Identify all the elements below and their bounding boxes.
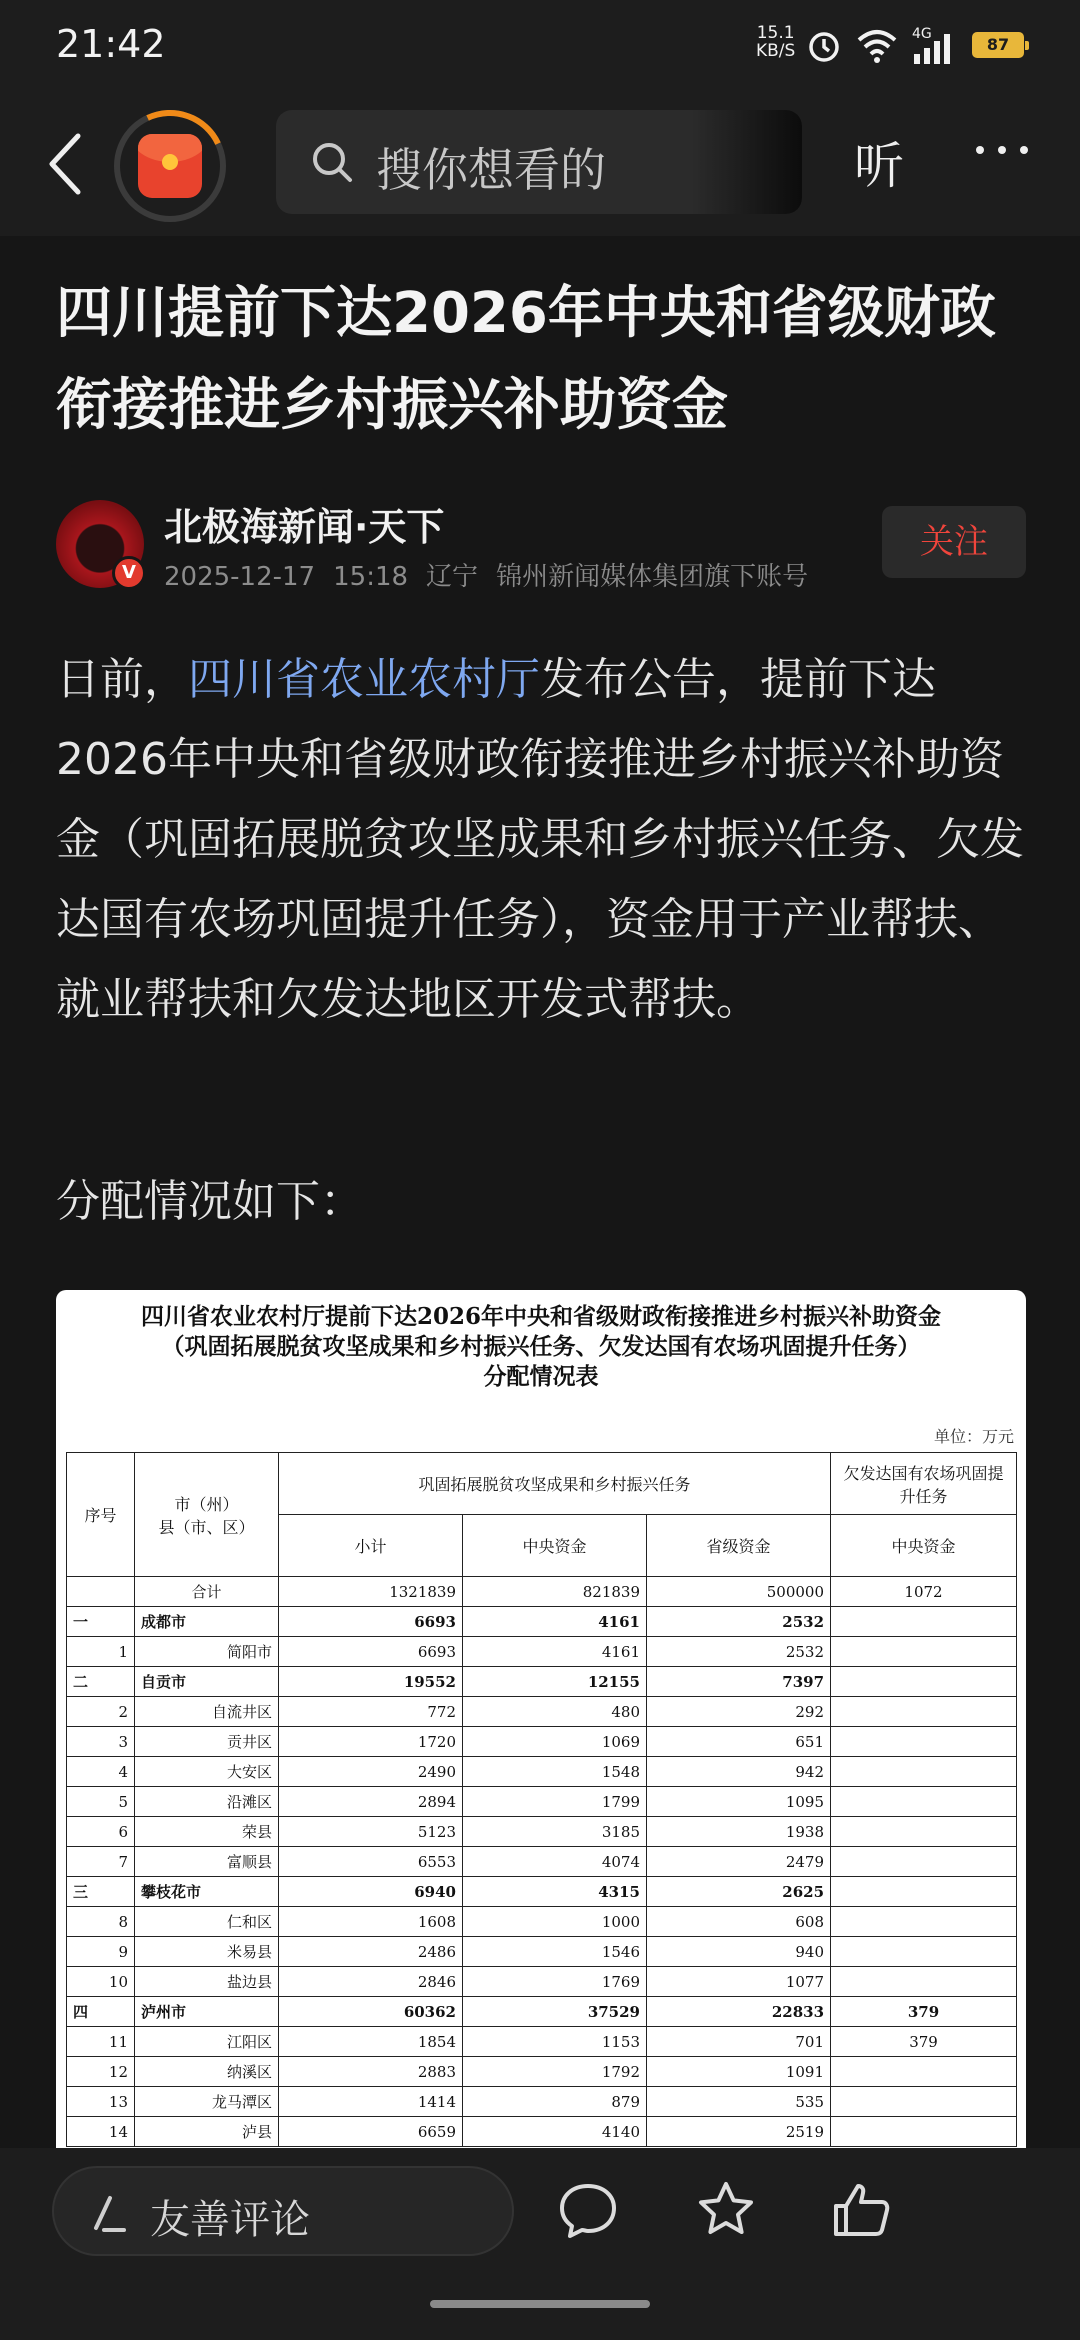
author-avatar[interactable] (56, 500, 144, 588)
cell-seq: 12 (67, 2057, 135, 2087)
cell-subtotal: 1854 (279, 2027, 463, 2057)
doc-title-2: （巩固拓展脱贫攻坚成果和乡村振兴任务、欠发达国有农场巩固提升任务） (161, 1333, 921, 1360)
follow-button[interactable]: 关注 (882, 506, 1026, 578)
table-row (67, 1937, 1017, 1967)
cell-subtotal: 6659 (279, 2117, 463, 2147)
search-bar[interactable] (276, 110, 802, 214)
cell-central: 1546 (463, 1937, 647, 1967)
table-row (67, 1577, 1017, 1607)
cell-farm-central (831, 1817, 1017, 1847)
cell-central: 821839 (463, 1577, 647, 1607)
cell-central: 879 (463, 2087, 647, 2117)
cell-farm-central: 379 (831, 1997, 1017, 2027)
cell-seq: 一 (67, 1607, 135, 1637)
pen-icon (86, 2192, 130, 2236)
cell-subtotal: 6693 (279, 1637, 463, 1667)
cell-provincial: 535 (647, 2087, 831, 2117)
cell-subtotal: 6940 (279, 1877, 463, 1907)
table-row (67, 1907, 1017, 1937)
star-icon[interactable] (694, 2178, 758, 2242)
table-row (67, 1757, 1017, 1787)
article-paragraph-2: 分配情况如下： (56, 1176, 364, 1227)
cell-region: 富顺县 (135, 1847, 279, 1877)
listen-button[interactable]: 听 (854, 137, 904, 195)
cell-subtotal: 2883 (279, 2057, 463, 2087)
cell-seq: 1 (67, 1637, 135, 1667)
cell-region: 大安区 (135, 1757, 279, 1787)
like-icon[interactable] (830, 2178, 894, 2242)
battery-icon: 87 (972, 32, 1024, 58)
cell-provincial: 2532 (647, 1607, 831, 1637)
cell-region: 龙马潭区 (135, 2087, 279, 2117)
cell-region: 贡井区 (135, 1727, 279, 1757)
cell-farm-central (831, 1787, 1017, 1817)
th-region: 市（州） 县（市、区） (135, 1453, 279, 1577)
cell-region: 盐边县 (135, 1967, 279, 1997)
doc-title-3: 分配情况表 (483, 1363, 599, 1390)
signal-type: 4G (912, 26, 932, 42)
table-row (67, 1667, 1017, 1697)
cell-seq: 9 (67, 1937, 135, 1967)
table-row (67, 1637, 1017, 1667)
cell-farm-central (831, 1877, 1017, 1907)
publish-time: 15:18 (333, 562, 409, 592)
cell-subtotal: 2894 (279, 1787, 463, 1817)
cell-farm-central (831, 1847, 1017, 1877)
cell-central: 1000 (463, 1907, 647, 1937)
doc-unit: 单位：万元 (933, 1427, 1014, 1446)
cell-central: 1069 (463, 1727, 647, 1757)
allocation-table (66, 1452, 1017, 2147)
search-placeholder: 搜你想看的 (376, 143, 606, 197)
cell-seq: 10 (67, 1967, 135, 1997)
verified-badge: V (112, 556, 146, 590)
cell-region: 自流井区 (135, 1697, 279, 1727)
cell-subtotal: 2846 (279, 1967, 463, 1997)
cell-subtotal: 6693 (279, 1607, 463, 1637)
cell-seq: 11 (67, 2027, 135, 2057)
table-row (67, 1817, 1017, 1847)
cell-provincial: 500000 (647, 1577, 831, 1607)
more-options-icon[interactable] (976, 146, 1028, 158)
cell-region: 简阳市 (135, 1637, 279, 1667)
status-bar (0, 0, 1080, 96)
cell-subtotal: 1720 (279, 1727, 463, 1757)
cell-provincial: 701 (647, 2027, 831, 2057)
cell-farm-central (831, 1607, 1017, 1637)
cell-region: 泸县 (135, 2117, 279, 2147)
cell-central: 12155 (463, 1667, 647, 1697)
cell-central: 1769 (463, 1967, 647, 1997)
cell-central: 1548 (463, 1757, 647, 1787)
cell-central: 1799 (463, 1787, 647, 1817)
cell-central: 37529 (463, 1997, 647, 2027)
doc-title-1: 四川省农业农村厅提前下达2026年中央和省级财政衔接推进乡村振兴补助资金 (140, 1303, 941, 1330)
cell-subtotal: 60362 (279, 1997, 463, 2027)
cell-farm-central: 379 (831, 2027, 1017, 2057)
cell-provincial: 2479 (647, 1847, 831, 1877)
th-provincial: 省级资金 (647, 1515, 831, 1577)
th-central-farm: 中央资金 (831, 1515, 1017, 1577)
cell-region: 自贡市 (135, 1667, 279, 1697)
comment-input[interactable] (52, 2166, 514, 2256)
th-central: 中央资金 (463, 1515, 647, 1577)
cell-subtotal: 19552 (279, 1667, 463, 1697)
back-arrow-icon[interactable] (44, 132, 84, 196)
th-subtotal: 小计 (279, 1515, 463, 1577)
cell-seq: 5 (67, 1787, 135, 1817)
cell-provincial: 608 (647, 1907, 831, 1937)
cell-subtotal: 1608 (279, 1907, 463, 1937)
th-group1: 巩固拓展脱贫攻坚成果和乡村振兴任务 (279, 1453, 831, 1515)
cell-provincial: 942 (647, 1757, 831, 1787)
cell-farm-central: 1072 (831, 1577, 1017, 1607)
article-paragraph: 日前，四川省农业农村厅发布公告，提前下达2026年中央和省级财政衔接推进乡村振兴补助资金（巩固拓展脱贫攻坚成果和乡村振兴任务、欠发达国有农场巩固提升任务），资金用于产业帮扶、就业帮扶和欠发达地区开发式帮扶。 (56, 654, 1024, 1025)
cell-farm-central (831, 1937, 1017, 1967)
cell-region: 米易县 (135, 1937, 279, 1967)
cell-seq: 二 (67, 1667, 135, 1697)
cell-farm-central (831, 1667, 1017, 1697)
signal-icon (912, 34, 952, 64)
cell-region: 沿滩区 (135, 1787, 279, 1817)
cell-farm-central (831, 1907, 1017, 1937)
cell-seq: 三 (67, 1877, 135, 1907)
search-icon (310, 140, 354, 184)
top-nav-bar (0, 96, 1080, 236)
home-indicator[interactable] (430, 2300, 650, 2308)
table-row (67, 2087, 1017, 2117)
article-title: 四川提前下达2026年中央和省级财政衔接推进乡村振兴补助资金 (56, 281, 996, 438)
cell-farm-central (831, 2087, 1017, 2117)
author-source: 锦州新闻媒体集团旗下账号 (496, 562, 809, 592)
th-group2: 欠发达国有农场巩固提升任务 (831, 1453, 1017, 1515)
cell-provincial: 2625 (647, 1877, 831, 1907)
cell-provincial: 22833 (647, 1997, 831, 2027)
cell-farm-central (831, 1637, 1017, 1667)
cell-seq: 4 (67, 1757, 135, 1787)
table-row (67, 2057, 1017, 2087)
table-row (67, 1697, 1017, 1727)
table-row (67, 1727, 1017, 1757)
cell-region: 江阳区 (135, 2027, 279, 2057)
publish-date: 2025-12-17 (164, 562, 316, 592)
table-row (67, 2117, 1017, 2147)
bottom-action-bar (0, 2148, 1080, 2340)
table-row (67, 1877, 1017, 1907)
cell-seq: 6 (67, 1817, 135, 1847)
cell-region: 仁和区 (135, 1907, 279, 1937)
cell-central: 4315 (463, 1877, 647, 1907)
cell-central: 1792 (463, 2057, 647, 2087)
cell-seq (67, 1577, 135, 1607)
cell-farm-central (831, 2057, 1017, 2087)
cell-central: 4140 (463, 2117, 647, 2147)
cell-provincial: 2532 (647, 1637, 831, 1667)
cell-provincial: 1091 (647, 2057, 831, 2087)
department-link[interactable]: 四川省农业农村厅 (188, 654, 540, 705)
cell-central: 4161 (463, 1637, 647, 1667)
cell-farm-central (831, 1757, 1017, 1787)
cell-region: 攀枝花市 (135, 1877, 279, 1907)
status-time: 21:42 (56, 22, 166, 66)
cell-farm-central (831, 1727, 1017, 1757)
cell-seq: 3 (67, 1727, 135, 1757)
cell-seq: 2 (67, 1697, 135, 1727)
cell-seq: 13 (67, 2087, 135, 2117)
cell-seq: 8 (67, 1907, 135, 1937)
cell-subtotal: 772 (279, 1697, 463, 1727)
cell-farm-central (831, 2117, 1017, 2147)
cell-subtotal: 2486 (279, 1937, 463, 1967)
cell-provincial: 940 (647, 1937, 831, 1967)
cell-provincial: 7397 (647, 1667, 831, 1697)
net-speed: 15.1 KB/S (756, 23, 796, 61)
article-meta (164, 556, 826, 593)
th-seq: 序号 (67, 1453, 135, 1577)
cell-subtotal: 5123 (279, 1817, 463, 1847)
cell-provincial: 1095 (647, 1787, 831, 1817)
cell-subtotal: 1414 (279, 2087, 463, 2117)
wifi-icon (856, 28, 898, 64)
cell-central: 4074 (463, 1847, 647, 1877)
author-location: 辽宁 (426, 562, 479, 592)
cell-central: 4161 (463, 1607, 647, 1637)
cell-provincial: 1938 (647, 1817, 831, 1847)
table-row (67, 1997, 1017, 2027)
table-row (67, 1967, 1017, 1997)
cell-seq: 7 (67, 1847, 135, 1877)
cell-seq: 14 (67, 2117, 135, 2147)
author-name[interactable]: 北极海新闻·天下 (164, 505, 445, 549)
cell-provincial: 292 (647, 1697, 831, 1727)
cell-provincial: 2519 (647, 2117, 831, 2147)
cell-subtotal: 1321839 (279, 1577, 463, 1607)
cell-seq: 四 (67, 1997, 135, 2027)
cell-region: 合计 (135, 1577, 279, 1607)
comment-icon[interactable] (556, 2178, 620, 2242)
cell-region: 成都市 (135, 1607, 279, 1637)
cell-region: 荣县 (135, 1817, 279, 1847)
allocation-table-image[interactable] (56, 1290, 1026, 2150)
cell-central: 3185 (463, 1817, 647, 1847)
table-row (67, 2027, 1017, 2057)
table-row (67, 1847, 1017, 1877)
cell-farm-central (831, 1967, 1017, 1997)
alarm-icon (806, 28, 842, 64)
red-packet-icon[interactable] (114, 110, 226, 222)
cell-central: 1153 (463, 2027, 647, 2057)
cell-provincial: 651 (647, 1727, 831, 1757)
table-row (67, 1787, 1017, 1817)
cell-subtotal: 2490 (279, 1757, 463, 1787)
cell-provincial: 1077 (647, 1967, 831, 1997)
comment-placeholder: 友善评论 (150, 2197, 310, 2243)
cell-region: 泸州市 (135, 1997, 279, 2027)
table-row (67, 1607, 1017, 1637)
cell-central: 480 (463, 1697, 647, 1727)
cell-farm-central (831, 1697, 1017, 1727)
cell-subtotal: 6553 (279, 1847, 463, 1877)
cell-region: 纳溪区 (135, 2057, 279, 2087)
